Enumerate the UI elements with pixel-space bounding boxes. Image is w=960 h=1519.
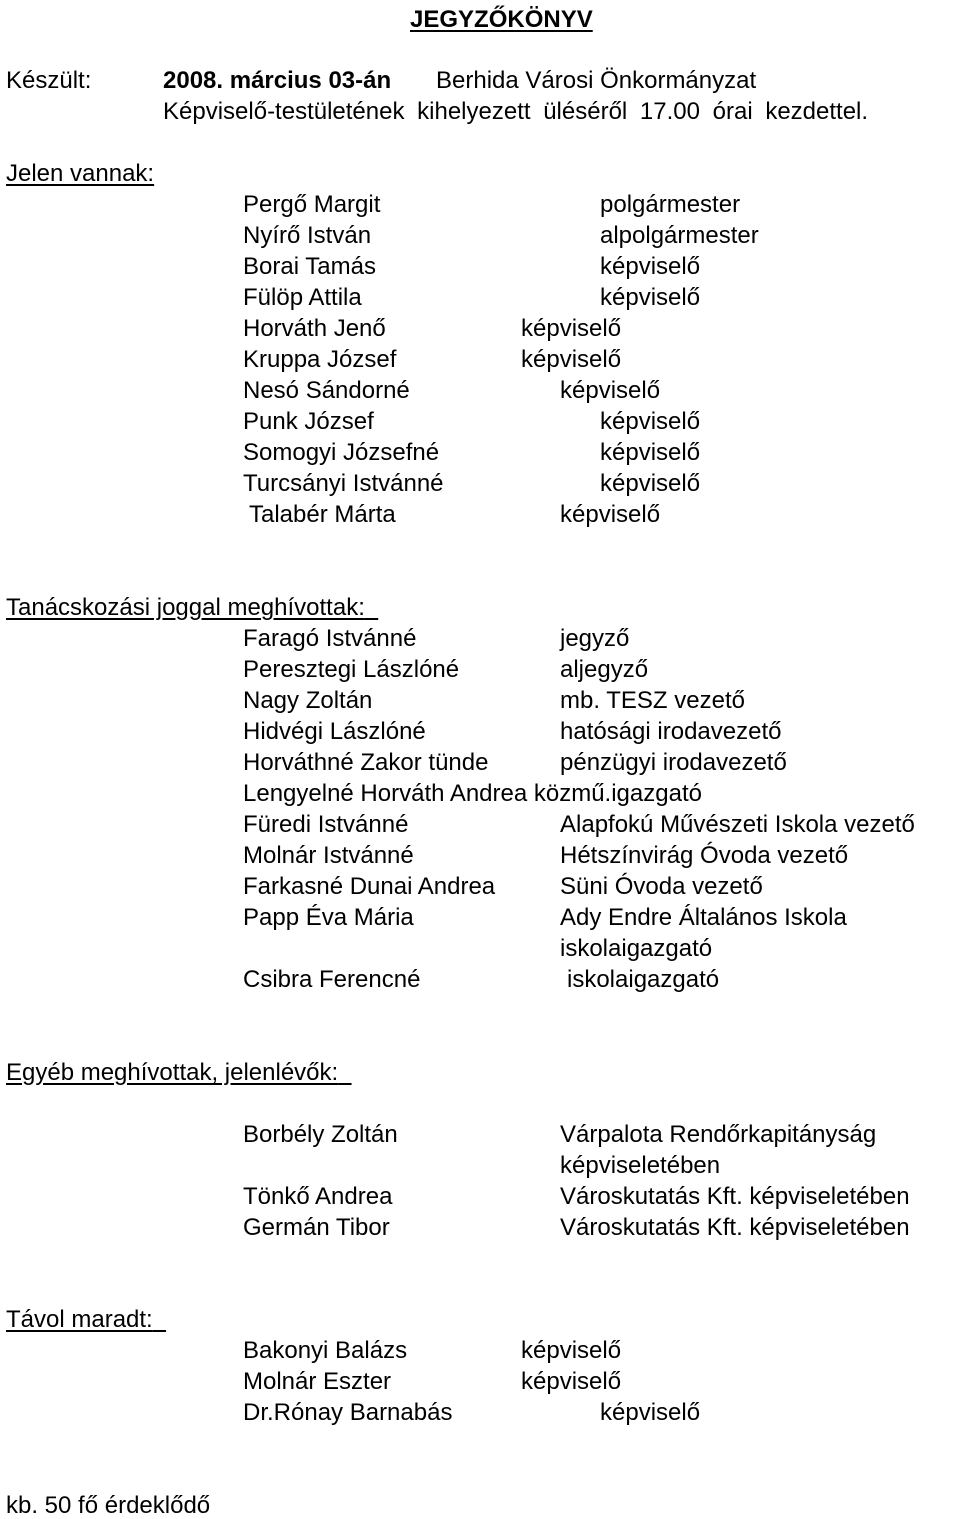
present-name: Horváth Jenő <box>243 315 386 342</box>
present-role: képviselő <box>560 377 661 404</box>
present-name: Turcsányi Istvánné <box>243 470 444 497</box>
advisory-name: Horváthné Zakor tünde <box>243 749 489 776</box>
present-role: képviselő <box>600 470 701 497</box>
meeting-date: 2008. március 03-án <box>163 67 392 94</box>
advisory-role: hatósági irodavezető <box>560 718 782 745</box>
absent-role: képviselő <box>521 1337 622 1364</box>
advisory-role: jegyző <box>560 625 630 652</box>
present-heading: Jelen vannak: <box>6 160 155 187</box>
present-name: Kruppa József <box>243 346 397 373</box>
present-name: Borai Tamás <box>243 253 376 280</box>
advisory-name: Papp Éva Mária <box>243 904 414 931</box>
document-title: JEGYZŐKÖNYV <box>410 6 593 33</box>
meeting-description: Képviselő-testületének kihelyezett üléséről 17.00 órai kezdettel. <box>163 98 869 125</box>
present-role: képviselő <box>600 253 701 280</box>
advisory-name: Faragó Istvánné <box>243 625 417 652</box>
keszult-label: Készült: <box>6 67 92 94</box>
others-role: Városkutatás Kft. képviseletében <box>560 1183 910 1210</box>
present-name: Pergő Margit <box>243 191 381 218</box>
advisory-name: Nagy Zoltán <box>243 687 373 714</box>
absent-name: Bakonyi Balázs <box>243 1337 408 1364</box>
others-role-continued: képviseletében <box>560 1152 721 1179</box>
advisory-role: Hétszínvirág Óvoda vezető <box>560 842 849 869</box>
others-role: Várpalota Rendőrkapitányság <box>560 1121 877 1148</box>
present-role: képviselő <box>521 346 622 373</box>
others-role: Városkutatás Kft. képviseletében <box>560 1214 910 1241</box>
advisory-role: Ady Endre Általános Iskola <box>560 904 847 931</box>
absent-role: képviselő <box>600 1399 701 1426</box>
present-role: képviselő <box>600 439 701 466</box>
present-name: Nesó Sándorné <box>243 377 410 404</box>
advisory-role: Süni Óvoda vezető <box>560 873 763 900</box>
absent-heading: Távol maradt: <box>6 1306 153 1333</box>
others-heading: Egyéb meghívottak, jelenlévők: <box>6 1059 339 1086</box>
advisory-role: iskolaigazgató <box>567 966 720 993</box>
present-role: képviselő <box>600 408 701 435</box>
advisory-role: mb. TESZ vezető <box>560 687 745 714</box>
others-name: Borbély Zoltán <box>243 1121 398 1148</box>
absent-name: Molnár Eszter <box>243 1368 392 1395</box>
advisory-name: Hidvégi Lászlóné <box>243 718 426 745</box>
advisory-role-continued: iskolaigazgató <box>560 935 713 962</box>
present-role: képviselő <box>521 315 622 342</box>
others-name: Tönkő Andrea <box>243 1183 393 1210</box>
advisory-name: Füredi Istvánné <box>243 811 409 838</box>
present-name: Somogyi Józsefné <box>243 439 440 466</box>
present-role: polgármester <box>600 191 741 218</box>
others-name: Germán Tibor <box>243 1214 390 1241</box>
advisory-name: Farkasné Dunai Andrea <box>243 873 496 900</box>
present-name: Nyírő István <box>243 222 372 249</box>
absent-role: képviselő <box>521 1368 622 1395</box>
advisory-name: Peresztegi Lászlóné <box>243 656 460 683</box>
advisory-role: Alapfokú Művészeti Iskola vezető <box>560 811 915 838</box>
absent-name: Dr.Rónay Barnabás <box>243 1399 453 1426</box>
advisory-heading: Tanácskozási joggal meghívottak: <box>6 594 365 621</box>
present-name: Fülöp Attila <box>243 284 362 311</box>
present-name: Talabér Márta <box>249 501 396 528</box>
meeting-body: Berhida Városi Önkormányzat <box>436 67 757 94</box>
present-role: képviselő <box>560 501 661 528</box>
advisory-role: aljegyző <box>560 656 649 683</box>
attendance-note: kb. 50 fő érdeklődő <box>6 1492 211 1519</box>
present-name: Punk József <box>243 408 374 435</box>
advisory-name: Lengyelné Horváth Andrea közmű.igazgató <box>243 780 702 807</box>
present-role: képviselő <box>600 284 701 311</box>
advisory-name: Csibra Ferencné <box>243 966 421 993</box>
advisory-name: Molnár Istvánné <box>243 842 414 869</box>
present-role: alpolgármester <box>600 222 759 249</box>
advisory-role: pénzügyi irodavezető <box>560 749 787 776</box>
